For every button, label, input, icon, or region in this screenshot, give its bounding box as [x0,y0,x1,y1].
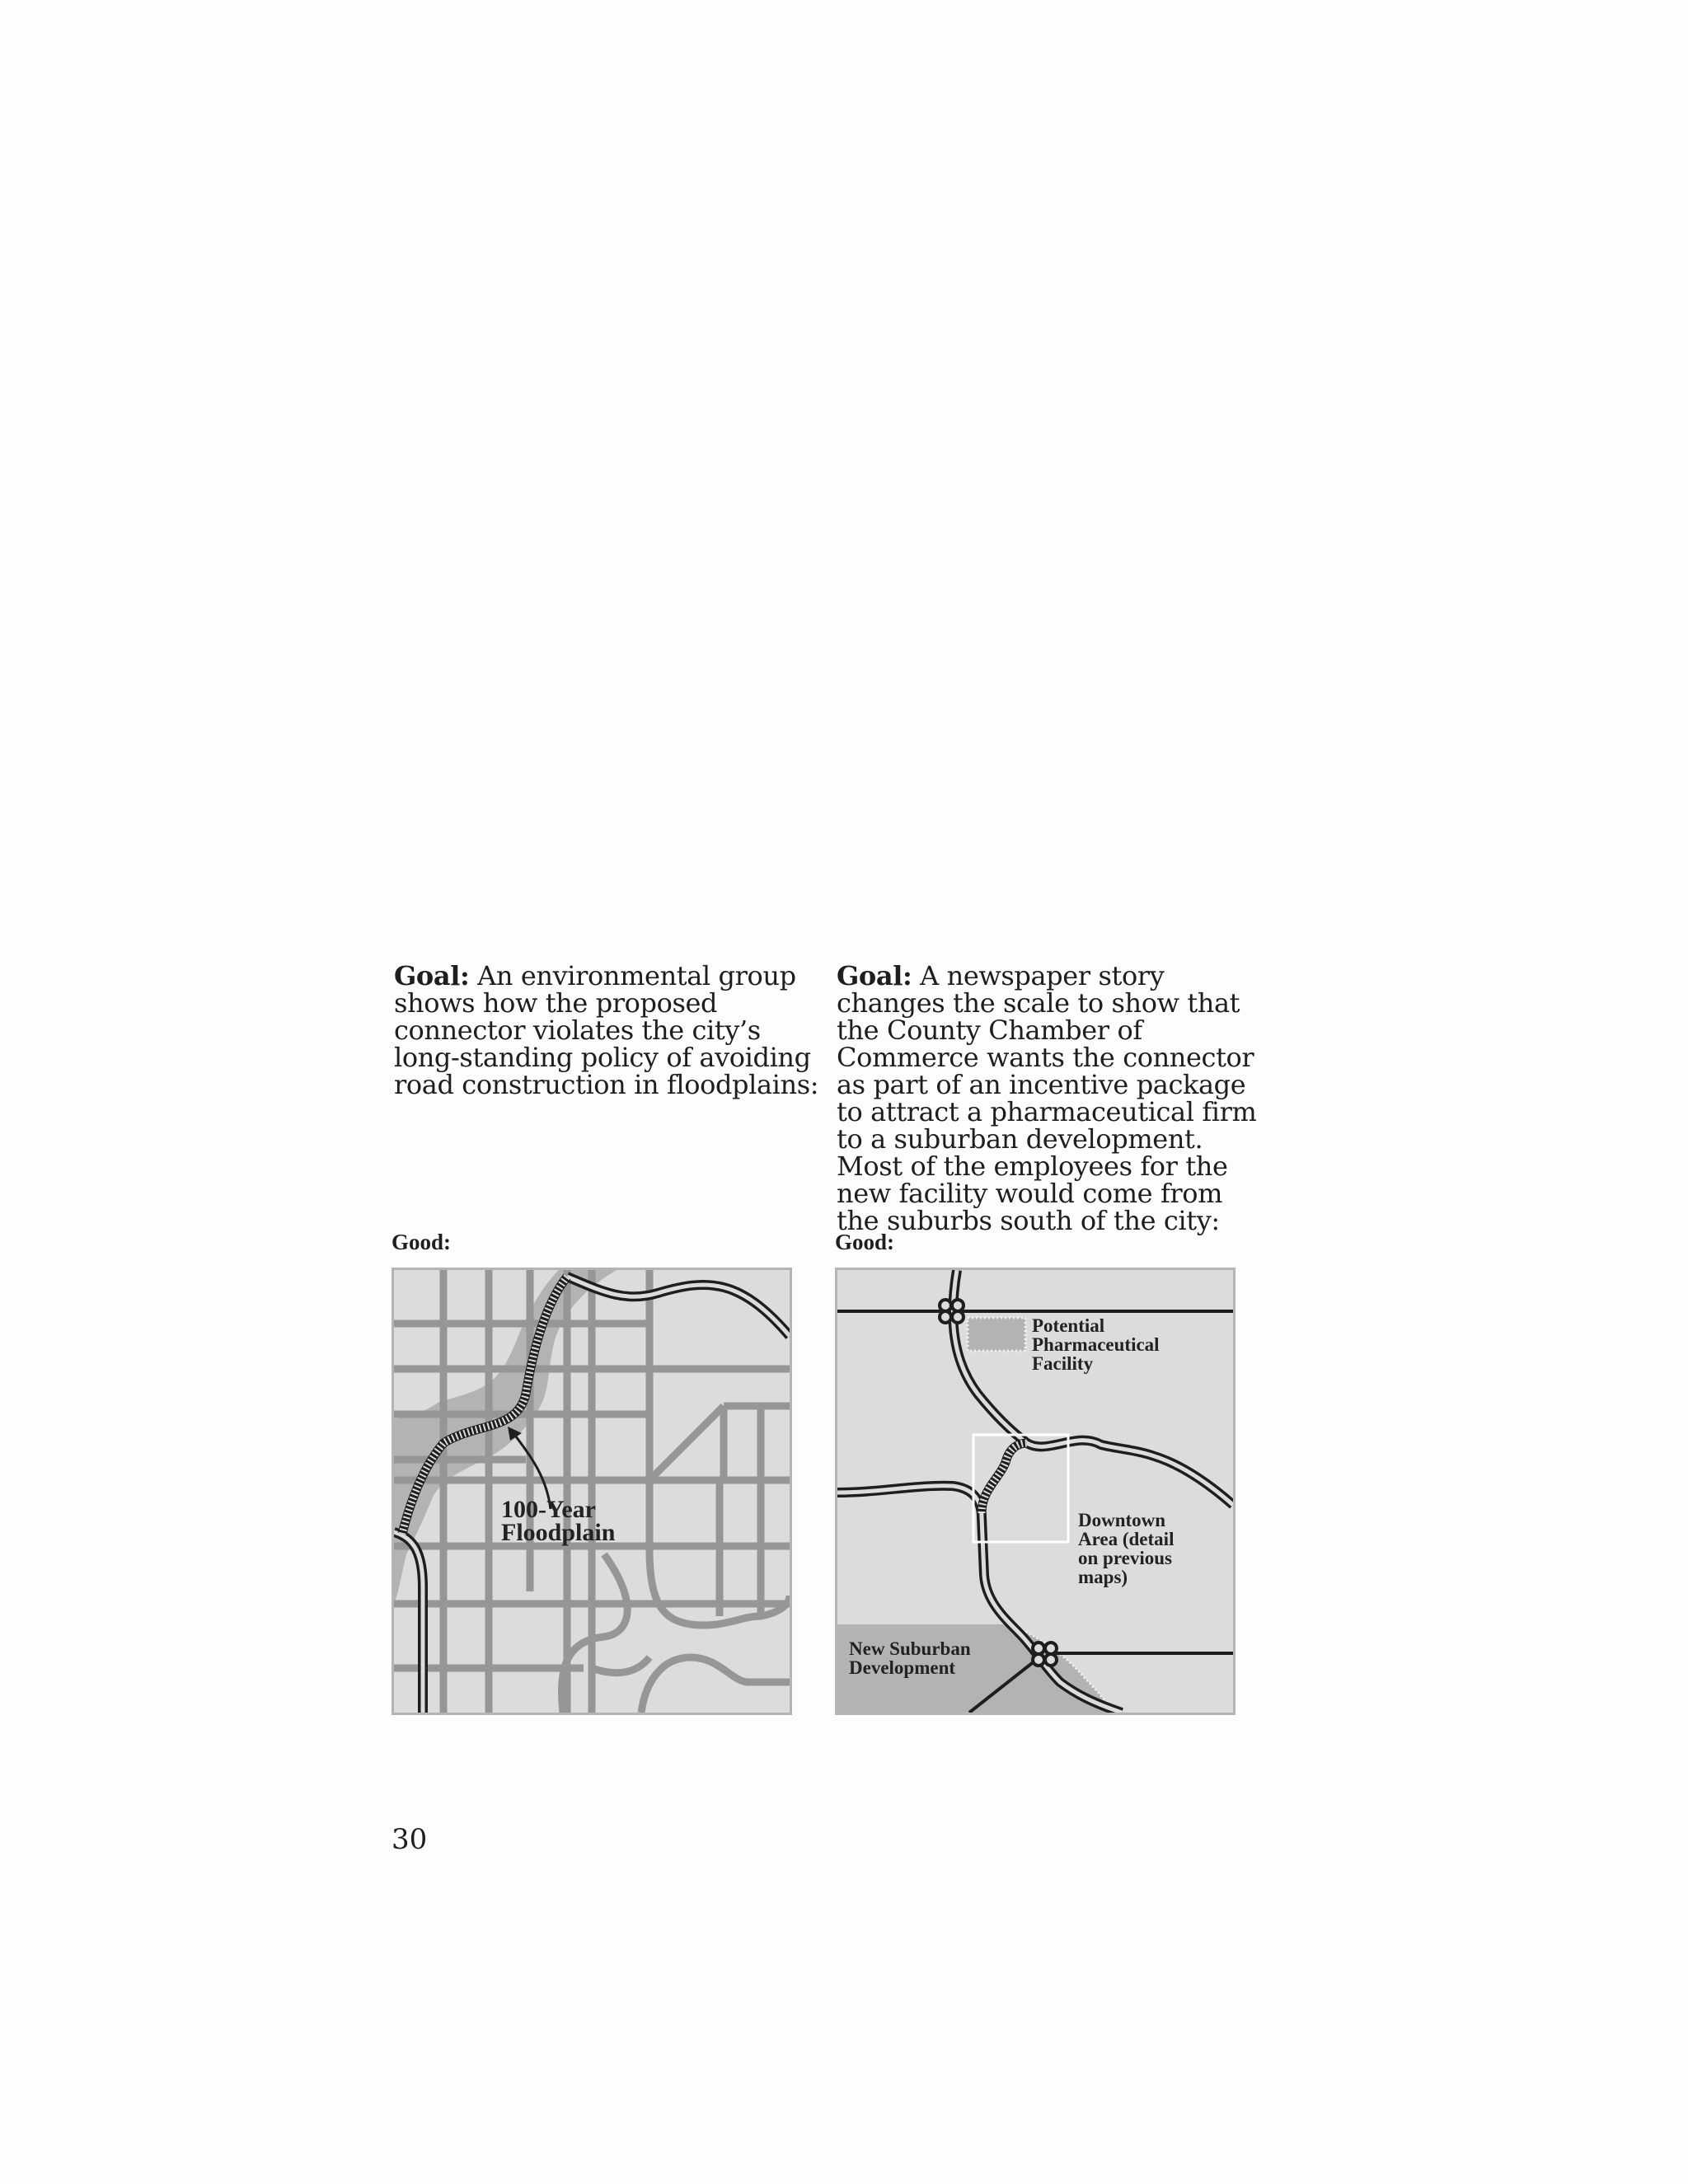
pharmaceutical-facility-area [968,1318,1025,1351]
page-number: 30 [392,1823,428,1856]
facility-label: Potential Pharmaceutical Facility [1032,1315,1160,1374]
suburban-label: New Suburban Development [849,1638,971,1678]
floodplain-label: 100-Year Floodplain [501,1496,616,1546]
left-goal-paragraph [394,960,823,1100]
proposed-connector-regional [982,1443,1027,1513]
floodplain-map-graphic [394,1270,790,1713]
right-goal-paragraph [837,960,1265,1236]
right-goal-text: A newspaper story changes the scale to show that the County Chamber of Commerce wants the connector as part of an incentive package to attract a pharmaceutical firm to a suburban development. Most of the employees for the new facility would come from the suburbs south of the city: [837,960,1257,1236]
regional-map [835,1268,1236,1715]
left-column [394,960,823,1100]
left-good-label: Good: [392,1230,452,1254]
right-column [837,960,1265,1236]
downtown-label: Downtown Area (detail on previous maps) [1078,1510,1175,1587]
left-goal-lead: Goal: [394,960,470,991]
left-goal-text: An environmental group shows how the proposed connector violates the city’s long-standing policy of avoiding road construction in floodplains: [394,960,819,1100]
floodplain-map [392,1268,792,1715]
right-good-label: Good: [835,1230,895,1254]
street-grid [394,1270,790,1713]
right-goal-lead: Goal: [837,960,912,991]
